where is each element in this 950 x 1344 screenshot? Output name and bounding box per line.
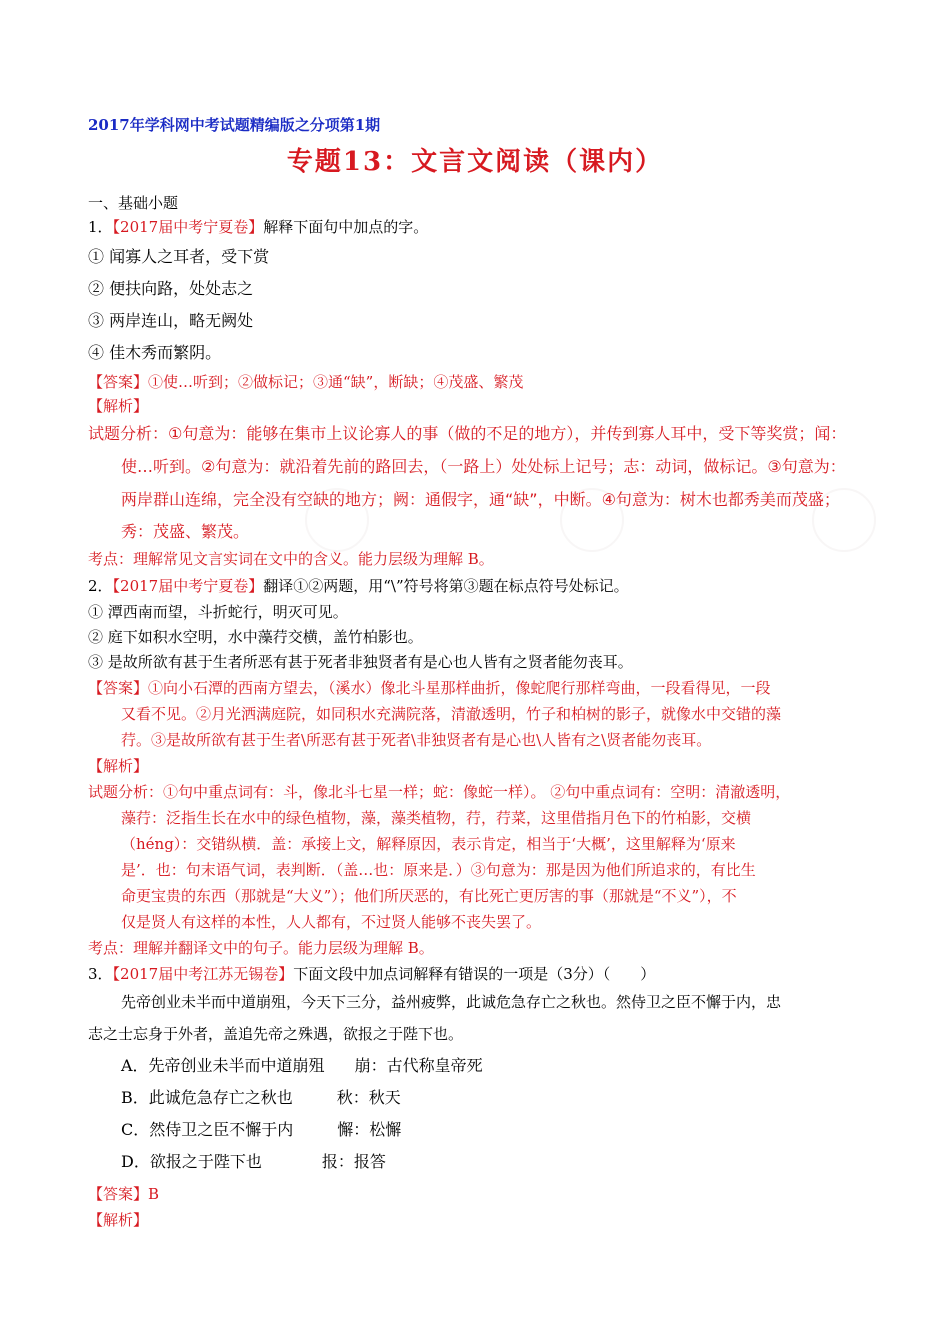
option-c: C．然侍卫之臣不懈于内 懈：松懈 <box>121 1120 402 1139</box>
question-2-item: ② 庭下如积水空明，水中藻荇交横，盖竹柏影也。 <box>88 628 423 646</box>
option-a: A．先帝创业未半而中道崩殂 崩：古代称皇帝死 <box>121 1056 483 1075</box>
question-1-item: ③ 两岸连山，略无阙处 <box>88 311 254 330</box>
question-2-analysis-line: 是’．也：句末语气词，表判断．（盖…也：原来是．）③句意为：那是因为他们所追求的，有比生 <box>121 861 756 879</box>
document-header: 2017年学科网中考试题精编版之分项第1期 <box>88 116 381 134</box>
question-2-stem: 2．【2017届中考宁夏卷】翻译①②两题，用“\”符号将第③题在标点符号处标记。 <box>88 577 629 595</box>
question-1-analysis-line: 使…听到。②句意为：就沿着先前的路回去，（一路上）处处标上记号；志：动词，做标记。③句意为： <box>121 457 846 476</box>
question-1-point: 考点：理解常见文言实词在文中的含义。能力层级为理解 B。 <box>88 550 494 568</box>
question-1-analysis-tag: 【解析】 <box>88 397 149 415</box>
question-source: 【2017届中考宁夏卷】 <box>112 577 264 595</box>
question-1-analysis-line: 秀：茂盛、繁茂。 <box>121 522 250 541</box>
question-1-analysis-line: 试题分析：①句意为：能够在集市上议论寡人的事（做的不足的地方），并传到寡人耳中，受下等奖赏；闻： <box>88 424 847 443</box>
option-d: D．欲报之于陛下也 报：报答 <box>121 1152 386 1171</box>
question-1-analysis-line: 两岸群山连绵，完全没有空缺的地方；阙：通假字，通“缺”，中断。④句意为：树木也都秀美而茂盛； <box>121 490 840 509</box>
question-1-stem: 1．【2017届中考宁夏卷】解释下面句中加点的字。 <box>88 218 429 236</box>
question-2-analysis-tag: 【解析】 <box>88 757 149 775</box>
question-2-item: ① 潭西南而望，斗折蛇行，明灭可见。 <box>88 603 348 621</box>
question-2-answer-line: 又看不见。②月光洒满庭院，如同积水充满院落，清澈透明，竹子和柏树的影子，就像水中交错的藻 <box>121 705 782 723</box>
question-1-answer: 【答案】①使…听到；②做标记；③通“缺”，断缺；④茂盛、繁茂 <box>88 373 524 391</box>
section-heading: 一、基础小题 <box>88 194 179 212</box>
question-3-passage: 先帝创业未半而中道崩殂，今天下三分，益州疲弊，此诚危急存亡之秋也。然侍卫之臣不懈于内，忠 <box>121 993 782 1011</box>
question-2-item: ③ 是故所欲有甚于生者所恶有甚于死者非独贤者有是心也人皆有之贤者能勿丧耳。 <box>88 653 633 671</box>
question-2-answer-line: 荇。③是故所欲有甚于生者\所恶有甚于死者\非独贤者有是心也\人皆有之\贤者能勿丧耳。 <box>121 731 712 749</box>
question-2-analysis-line: 仅是贤人有这样的本性，人人都有，不过贤人能够不丧失罢了。 <box>121 913 542 931</box>
question-2-analysis-line: （héng）：交错纵横．盖：承接上文，解释原因，表示肯定，相当于‘大概’，这里解释为‘原来 <box>121 835 736 853</box>
question-3-passage: 志之士忘身于外者，盖追先帝之殊遇，欲报之于陛下也。 <box>88 1025 464 1043</box>
question-2-analysis-line: 藻荇：泛指生长在水中的绿色植物，藻，藻类植物，荇，荇菜，这里借指月色下的竹柏影，交横 <box>121 809 752 827</box>
question-1-item: ④ 佳木秀而繁阴。 <box>88 343 222 362</box>
question-3-answer: 【答案】B <box>88 1185 160 1203</box>
question-source: 【2017届中考江苏无锡卷】 <box>112 965 294 983</box>
question-3-analysis-tag: 【解析】 <box>88 1211 149 1229</box>
question-1-item: ② 便扶向路，处处志之 <box>88 279 254 298</box>
question-3-stem: 3．【2017届中考江苏无锡卷】下面文段中加点词解释有错误的一项是（3分）（ ） <box>88 965 656 983</box>
page-title: 专题13：文言文阅读（课内） <box>286 147 664 177</box>
question-2-analysis-line: 命更宝贵的东西（那就是“大义”）；他们所厌恶的，有比死亡更厉害的事（那就是“不义”），不 <box>121 887 737 905</box>
option-b: B．此诚危急存亡之秋也 秋：秋天 <box>121 1088 401 1107</box>
question-source: 【2017届中考宁夏卷】 <box>112 218 264 236</box>
question-2-analysis-line: 试题分析：①句中重点词有：斗，像北斗七星一样；蛇：像蛇一样）。 ②句中重点词有：空明：清澈透明， <box>88 783 791 801</box>
question-2-answer: 【答案】①向小石潭的西南方望去，（溪水）像北斗星那样曲折，像蛇爬行那样弯曲，一段看得见，一段 <box>88 679 771 697</box>
question-1-item: ① 闻寡人之耳者，受下赏 <box>88 247 270 266</box>
question-2-point: 考点：理解并翻译文中的句子。能力层级为理解 B。 <box>88 939 434 957</box>
